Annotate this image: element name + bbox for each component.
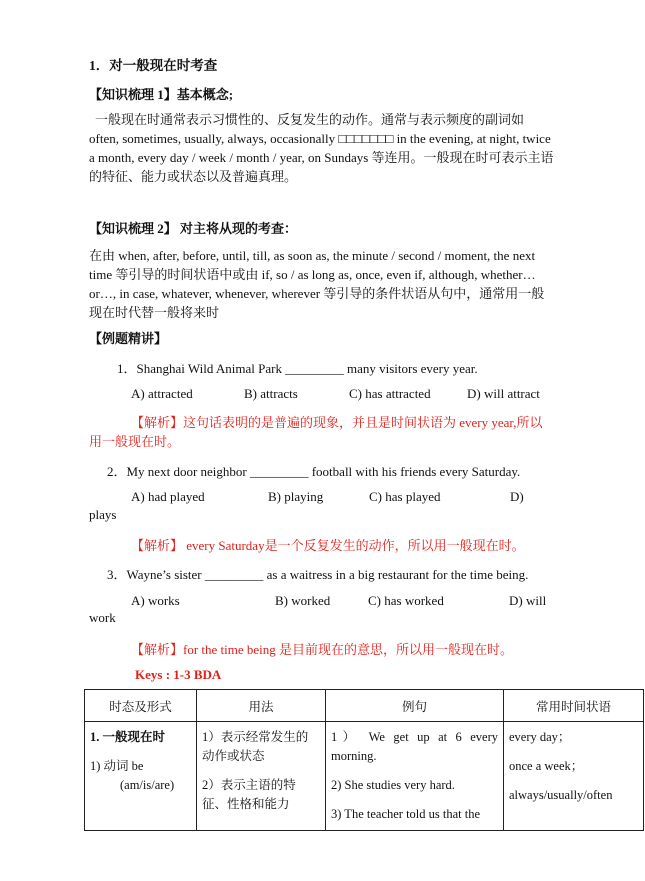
- q1-option-d: D) will attract: [467, 386, 540, 401]
- answer-keys: Keys : 1-3 BDA: [135, 667, 222, 682]
- time-word-2: once a week；: [509, 759, 584, 773]
- knowledge1-heading: 【知识梳理 1】基本概念;: [89, 87, 234, 102]
- section-title: 1．对一般现在时考查: [89, 58, 218, 73]
- form-line-1: 1) 动词 be: [90, 759, 144, 773]
- header-time-words: 常用时间状语: [504, 690, 644, 722]
- q1-option-c: C) has attracted: [349, 386, 431, 401]
- question-2-stem: 2．My next door neighbor _________ football with his friends every Saturday.: [107, 464, 521, 479]
- header-example: 例句: [326, 690, 504, 722]
- knowledge2-heading: 【知识梳理 2】 对主将从现的考查：: [89, 221, 298, 236]
- form-line-2: (am/is/are): [120, 778, 175, 792]
- q2-option-b: B) playing: [268, 489, 324, 504]
- example-2: 2) She studies very hard.: [331, 778, 455, 792]
- q3-analysis: 【解析】for the time being 是目前现在的意思，所以用一般现在时。: [131, 642, 514, 657]
- table-row: [85, 722, 644, 831]
- q1-analysis: 【解析】这句话表明的是普遍的现象，并且是时间状语为 every year,所以用一般现在时。: [89, 415, 543, 449]
- table-header-row: [85, 690, 644, 722]
- question-3-stem: 3．Wayne’s sister _________ as a waitress in a big restaurant for the time being.: [107, 567, 529, 582]
- q1-option-a: A) attracted: [131, 386, 193, 401]
- example-1: 1） We get up at 6 every morning.: [331, 730, 498, 763]
- time-word-3: always/usually/often: [509, 788, 613, 802]
- knowledge2-body: 在由 when, after, before, until, till, as soon as, the minute / second / moment, the next time 等引导的时间状语中或由 if, so / as long as, once, even if, although, whether…or…, in case, whatever, whenever, wherever 等引导的条件状语从句中，通常用一般现在时代替一般将来时: [89, 248, 545, 320]
- q3-option-a: A) works: [131, 593, 180, 608]
- knowledge1-body: 一般现在时通常表示习惯性的、反复发生的动作。通常与表示频度的副词如 often, sometimes, usually, always, occasionally □□□□□□□ in the evening, at night, twice a month, every day / week / month / year, on Sundays 等连用。一般现在时可表示主语的特征、能力或状态以及普遍真理。: [89, 112, 554, 184]
- q1-option-b: B) attracts: [244, 386, 298, 401]
- q3-option-b: B) worked: [275, 593, 331, 608]
- q3-option-d: D) will: [509, 593, 547, 608]
- usage-2: 2）表示主语的特征、性格和能力: [202, 778, 296, 811]
- q2-analysis: 【解析】 every Saturday是一个反复发生的动作，所以用一般现在时。: [131, 538, 525, 553]
- q2-option-d-text: plays: [89, 507, 117, 522]
- tense-table: [84, 689, 644, 831]
- usage-1: 1）表示经常发生的动作或状态: [202, 730, 309, 763]
- q2-option-d: D): [510, 489, 524, 504]
- header-form: 时态及形式: [85, 690, 197, 722]
- example-3: 3) The teacher told us that the: [331, 807, 481, 821]
- header-usage: 用法: [197, 690, 326, 722]
- q3-option-d-text: work: [89, 610, 116, 625]
- question-1-stem: 1．Shanghai Wild Animal Park _________ many visitors every year.: [117, 361, 478, 376]
- time-word-1: every day；: [509, 730, 571, 744]
- examples-heading: 【例题精讲】: [89, 331, 168, 346]
- q3-option-c: C) has worked: [368, 593, 444, 608]
- q2-option-c: C) has played: [369, 489, 441, 504]
- form-title: 1. 一般现在时: [90, 730, 166, 744]
- q2-option-a: A) had played: [131, 489, 205, 504]
